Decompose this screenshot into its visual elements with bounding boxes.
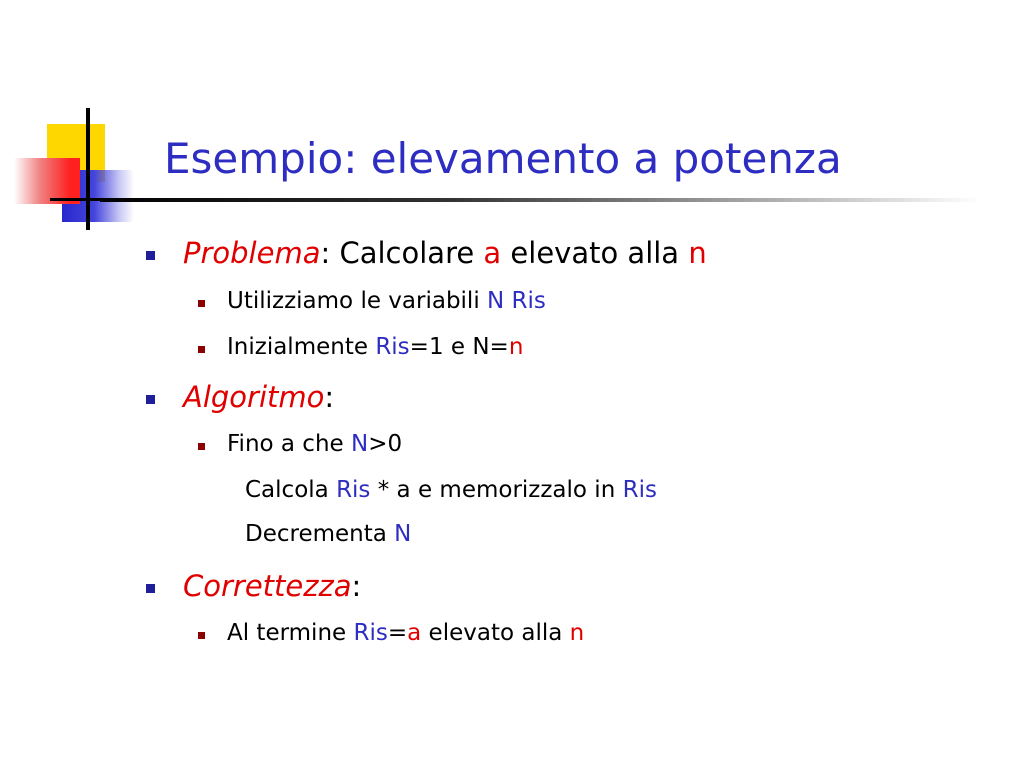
slide-logo-decoration <box>0 0 150 240</box>
vertical-line-shape <box>86 108 90 230</box>
problema-text-2: elevato alla <box>501 236 689 270</box>
bullet-l1-icon <box>146 251 155 260</box>
bullet-problema <box>183 236 707 270</box>
fino-text: Fino a che <box>227 431 351 457</box>
var-ris: Ris <box>622 477 657 503</box>
var-a: a <box>483 236 502 270</box>
decrementa-text: Decrementa <box>245 521 395 547</box>
var-n: n <box>508 334 524 360</box>
equals-sign: = <box>387 620 408 646</box>
sub-bullet-inizialmente <box>227 334 523 360</box>
inizialmente-text: Inizialmente <box>227 334 376 360</box>
calcola-text: Calcola <box>245 477 337 503</box>
problema-label: Problema <box>183 236 321 270</box>
var-n: n <box>688 236 707 270</box>
calcola-mid-text: * a e memorizzalo in <box>370 477 623 503</box>
variabili-names: N Ris <box>487 288 546 314</box>
bullet-algoritmo <box>183 380 334 414</box>
al-termine-mid-text: elevato alla <box>421 620 570 646</box>
condition-text: >0 <box>368 431 403 457</box>
variabili-text: Utilizziamo le variabili <box>227 288 488 314</box>
var-ris: Ris <box>336 477 371 503</box>
slide-title: Esempio: elevamento a potenza <box>164 134 842 183</box>
sub-bullet-fino-a-che <box>227 431 402 457</box>
inizialmente-assignments: =1 e N= <box>409 334 509 360</box>
var-n-upper: N <box>351 431 369 457</box>
var-n: n <box>569 620 585 646</box>
bullet-correttezza <box>183 569 361 603</box>
algoritmo-label: Algoritmo <box>183 380 325 414</box>
al-termine-text: Al termine <box>227 620 354 646</box>
bullet-l2-icon <box>198 443 205 450</box>
var-ris: Ris <box>375 334 410 360</box>
var-n-upper: N <box>394 521 412 547</box>
bullet-l1-icon <box>146 395 155 404</box>
bullet-l2-icon <box>198 632 205 639</box>
sub-bullet-variabili <box>227 288 546 314</box>
sub-bullet-al-termine <box>227 620 584 646</box>
algoritmo-line-calcola <box>245 477 657 503</box>
bullet-l1-icon <box>146 584 155 593</box>
problema-text: Calcolare <box>330 236 484 270</box>
algoritmo-colon: : <box>324 380 335 414</box>
bullet-l2-icon <box>198 300 205 307</box>
var-ris: Ris <box>353 620 388 646</box>
title-underline-rule <box>100 198 980 202</box>
algoritmo-line-decrementa <box>245 521 411 547</box>
correttezza-label: Correttezza <box>183 569 352 603</box>
correttezza-colon: : <box>351 569 362 603</box>
var-a: a <box>407 620 422 646</box>
bullet-l2-icon <box>198 346 205 353</box>
problema-colon: : <box>320 236 331 270</box>
